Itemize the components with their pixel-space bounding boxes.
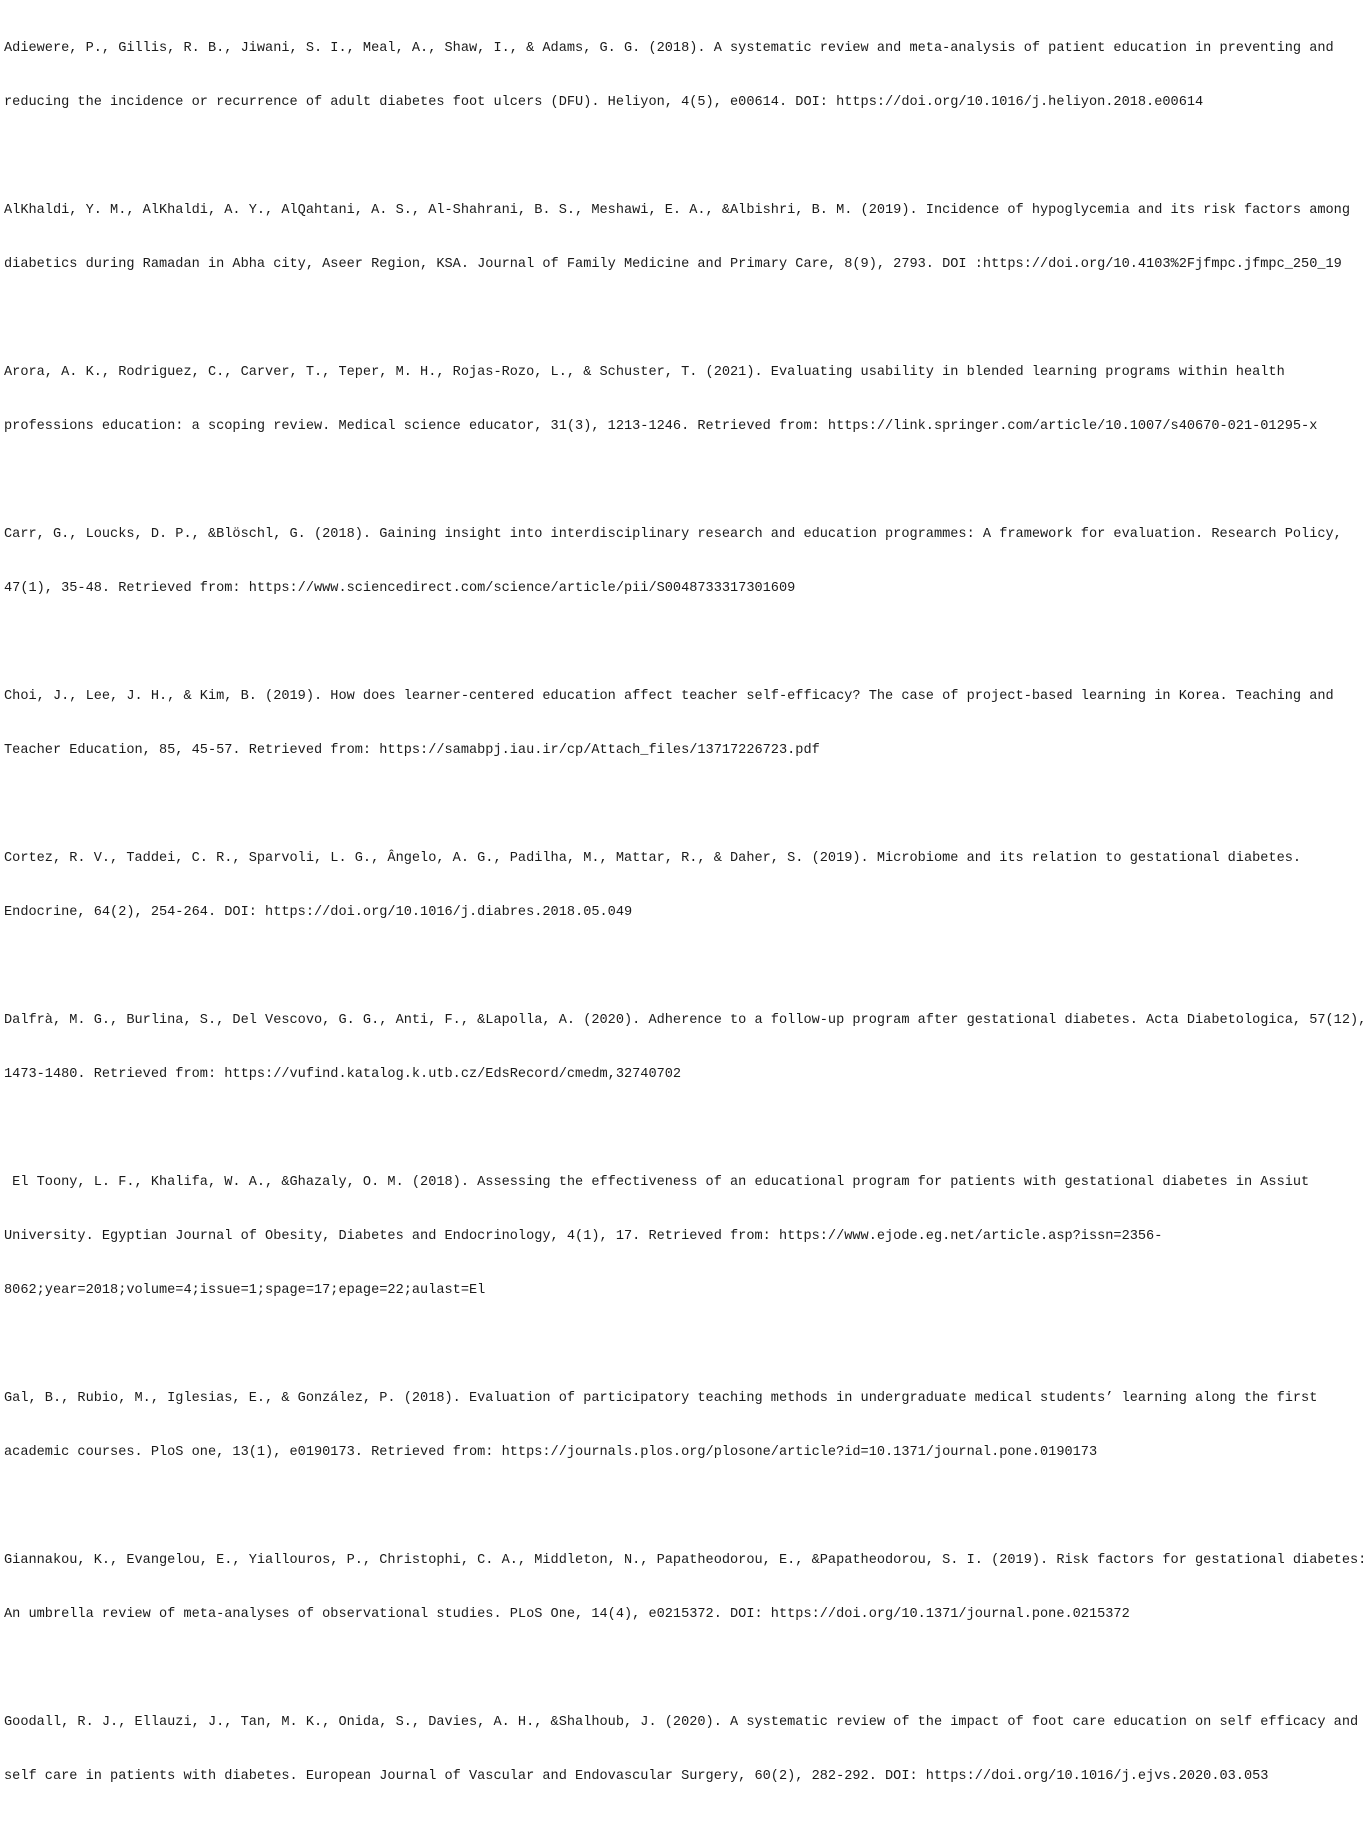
reference-entry-cortez — [4, 814, 1344, 958]
reference-line: Dalfrà, M. G., Burlina, S., Del Vescovo, G. G., Anti, F., &Lapolla, A. (2020). Adherence to a follow-up program after gestational diabetes. Acta Diabetologica, 57(12), — [4, 1013, 1366, 1028]
reference-line: reducing the incidence or recurrence of adult diabetes foot ulcers (DFU). Heliyon, 4(5), e00614. DOI: https://doi.org/10.1016/j.heliyon.2018.e00614 — [4, 95, 1204, 110]
reference-line: 47(1), 35-48. Retrieved from: https://www.sciencedirect.com/science/article/pii/S0048733317301609 — [4, 581, 796, 596]
reference-entry-el-toony — [4, 1138, 1344, 1336]
reference-entry-gal — [4, 1354, 1344, 1498]
reference-entry-goodall — [4, 1678, 1359, 1822]
reference-line: Cortez, R. V., Taddei, C. R., Sparvoli, L. G., Ângelo, A. G., Padilha, M., Mattar, R., & Daher, S. (2019). Microbiome and its relation to gestational diabetes. — [4, 851, 1302, 866]
reference-entry-giannakou — [4, 1516, 1366, 1660]
reference-line: Choi, J., Lee, J. H., & Kim, B. (2019). How does learner-centered education affect teacher self-efficacy? The case of project-based learning in Korea. Teaching and — [4, 689, 1334, 704]
reference-line: Gal, B., Rubio, M., Iglesias, E., & González, P. (2018). Evaluation of participatory teaching methods in undergraduate medical students’ learning along the first — [4, 1391, 1318, 1406]
reference-line: Carr, G., Loucks, D. P., &Blöschl, G. (2018). Gaining insight into interdisciplinary research and education programmes: A framework for evaluation. Research Policy, — [4, 527, 1342, 542]
reference-entry-arora — [4, 328, 1344, 472]
reference-line: Giannakou, K., Evangelou, E., Yiallouros, P., Christophi, C. A., Middleton, N., Papatheodorou, E., &Papatheodorou, S. I. (2019). Risk factors for gestational diabetes: — [4, 1553, 1366, 1568]
reference-line: professions education: a scoping review. Medical science educator, 31(3), 1213-1246. Retrieved from: https://link.springer.com/article/10.1007/s40670-021-01295-x — [4, 419, 1318, 434]
reference-line: Teacher Education, 85, 45-57. Retrieved from: https://samabpj.iau.ir/cp/Attach_files/13717226723.pdf — [4, 743, 820, 758]
reference-line: diabetics during Ramadan in Abha city, Aseer Region, KSA. Journal of Family Medicine and Primary Care, 8(9), 2793. DOI :https://doi.org/10.4103%2Fjfmpc.jfmpc_250_19 — [4, 257, 1342, 272]
reference-line: Goodall, R. J., Ellauzi, J., Tan, M. K., Onida, S., Davies, A. H., &Shalhoub, J. (2020). A systematic review of the impact of foot care education on self efficacy and — [4, 1715, 1359, 1730]
reference-line: self care in patients with diabetes. European Journal of Vascular and Endovascular Surgery, 60(2), 282-292. DOI: https://doi.org/10.1016/j.ejvs.2020.03.053 — [4, 1769, 1269, 1784]
reference-entry-dalfra — [4, 976, 1366, 1120]
reference-entry-carr — [4, 490, 1344, 634]
reference-line: Adiewere, P., Gillis, R. B., Jiwani, S. I., Meal, A., Shaw, I., & Adams, G. G. (2018). A systematic review and meta-analysis of patient education in preventing and — [4, 41, 1334, 56]
reference-line: An umbrella review of meta-analyses of observational studies. PLoS One, 14(4), e0215372. DOI: https://doi.org/10.1371/journal.pone.0215372 — [4, 1607, 1130, 1622]
reference-line: University. Egyptian Journal of Obesity, Diabetes and Endocrinology, 4(1), 17. Retrieved from: https://www.ejode.eg.net/article.asp?issn=2356- — [4, 1229, 1163, 1244]
reference-line: El Toony, L. F., Khalifa, W. A., &Ghazaly, O. M. (2018). Assessing the effectiveness of an educational program for patients with gestational diabetes in Assiut — [4, 1175, 1310, 1190]
reference-line: 1473-1480. Retrieved from: https://vufind.katalog.k.utb.cz/EdsRecord/cmedm,32740702 — [4, 1067, 682, 1082]
reference-list — [4, 4, 1366, 1840]
reference-entry-choi — [4, 652, 1344, 796]
reference-line: Arora, A. K., Rodriguez, C., Carver, T., Teper, M. H., Rojas-Rozo, L., & Schuster, T. (2021). Evaluating usability in blended learning programs within health — [4, 365, 1285, 380]
reference-line: Endocrine, 64(2), 254-264. DOI: https://doi.org/10.1016/j.diabres.2018.05.049 — [4, 905, 633, 920]
reference-line: AlKhaldi, Y. M., AlKhaldi, A. Y., AlQahtani, A. S., Al-Shahrani, B. S., Meshawi, E. A., &Albishri, B. M. (2019). Incidence of hypoglycemia and its risk factors among — [4, 203, 1351, 218]
reference-line: 8062;year=2018;volume=4;issue=1;spage=17;epage=22;aulast=El — [4, 1283, 486, 1298]
reference-entry-adiewere — [4, 4, 1344, 148]
reference-line: academic courses. PloS one, 13(1), e0190173. Retrieved from: https://journals.plos.org/plosone/article?id=10.1371/journal.pone.0190173 — [4, 1445, 1098, 1460]
reference-entry-alkhaldi — [4, 166, 1351, 310]
